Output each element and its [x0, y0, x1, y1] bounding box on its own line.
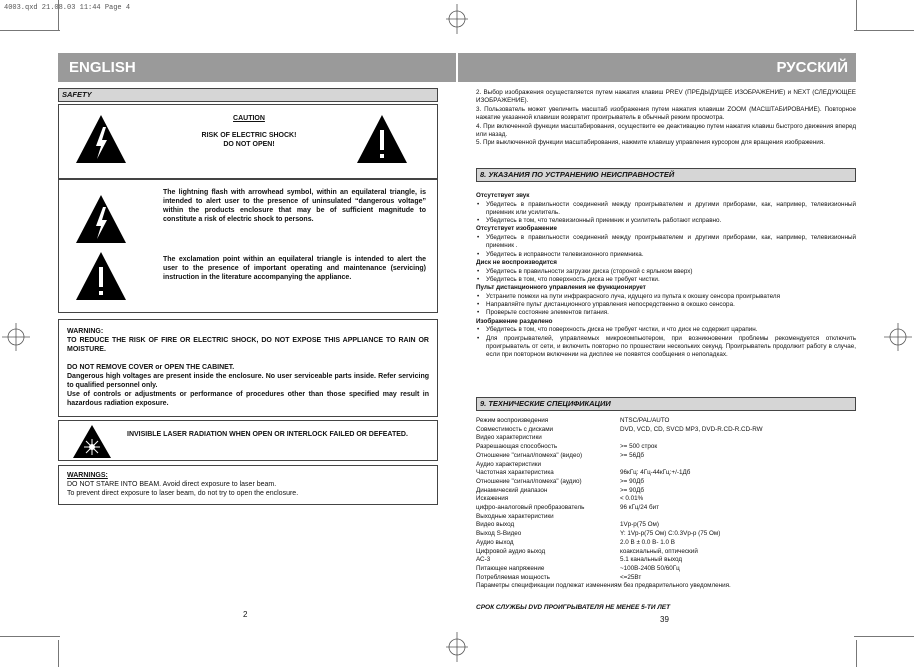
spec-row	[476, 434, 856, 443]
spec-value: 1Vp-p(75 Ом)	[620, 521, 659, 529]
spec-key: Потребляемая мощность	[476, 573, 550, 581]
spec-value: NTSC/PAL/AUTO	[620, 417, 670, 424]
registration-mark-top	[446, 4, 468, 34]
spec-key: Динамический диапазон	[476, 486, 548, 494]
spec-key: Аудио характеристики	[476, 460, 542, 468]
warning-title: WARNING:	[67, 328, 104, 335]
trouble-item: • Устраните помехи на пути инфракрасного луча, идущего из пульта к окошку сенсора проигрывателя	[486, 293, 856, 301]
exclamation-symbol-icon	[74, 250, 128, 302]
warning-line2: DO NOT REMOVE COVER or OPEN THE CABINET.	[67, 364, 235, 371]
registration-mark-right	[884, 323, 912, 351]
spec-value: 2.0 В ± 0.0 В- 1.0 В	[620, 538, 675, 546]
spec-key: цифро-аналоговый преобразователь	[476, 504, 585, 512]
specs-header: 9. ТЕХНИЧЕСКИЕ СПЕЦИФИКАЦИИ	[476, 397, 856, 411]
laser-radiation-icon	[72, 424, 112, 459]
warnings-line2: To prevent direct exposure to laser beam, do not try to open the enclosure.	[67, 490, 299, 497]
intro-paragraphs	[476, 89, 856, 148]
crop-line	[854, 30, 914, 31]
spec-row	[476, 426, 856, 435]
crop-line	[854, 636, 914, 637]
laser-box	[58, 420, 438, 461]
spec-key: Выход S-Видео	[476, 530, 522, 538]
spec-key: Видео выход	[476, 521, 515, 529]
exclamation-warning-icon	[355, 113, 409, 165]
spec-value: коаксиальный, оптический	[620, 547, 698, 555]
crop-line	[0, 30, 60, 31]
spec-value: 5.1 канальный выход	[620, 556, 683, 564]
print-header: 4003.qxd 21.08.03 11:44 Page 4	[4, 4, 131, 12]
trouble-item: • Убедитесь в исправности телевизионного приемника.	[486, 251, 856, 259]
trouble-item: • Убедитесь в правильности загрузки диска (стороной с ярлыком вверх)	[486, 268, 856, 276]
spec-key: Искажения	[476, 495, 509, 503]
spec-row	[476, 452, 856, 461]
caution-line2: DO NOT OPEN!	[223, 141, 275, 148]
spec-row	[476, 530, 856, 539]
spec-row	[476, 556, 856, 565]
warnings-line1: DO NOT STARE INTO BEAM. Avoid direct exposure to laser beam.	[67, 481, 277, 488]
spec-value: ~100В-240В 50/60Гц	[620, 564, 680, 572]
caution-box	[58, 104, 438, 179]
spec-key: Питающее напряжение	[476, 564, 545, 572]
spec-value: >= 90Дб	[620, 477, 644, 485]
spec-row	[476, 504, 856, 513]
crop-line	[856, 0, 857, 30]
trouble-group-title: Диск не воспроизводится	[476, 258, 557, 266]
safety-header: SAFETY	[58, 88, 438, 102]
trouble-item: • Проверьте состояние элементов питания.	[486, 309, 856, 317]
spec-key: Цифровой аудио выход	[476, 547, 546, 555]
trouble-item: • Убедитесь в правильности соединений между проигрывателем и другими приборами, как, например, телевизионный приемник или усилитель.	[486, 201, 856, 218]
warning-box	[58, 319, 438, 417]
lightning-symbol-icon	[74, 193, 128, 245]
spec-row	[476, 417, 856, 426]
trouble-group-title: Отсутствует изображение	[476, 225, 557, 233]
warning-line3: Dangerous high voltages are present inside the enclosure. No user serviceable parts inside. Refer servicing to qualified personnel only.	[67, 373, 429, 389]
registration-mark-left	[2, 323, 30, 351]
spec-value: 96 кГц/24 бит	[620, 504, 660, 512]
spec-key: АС-3	[476, 556, 491, 564]
trouble-item: • Для проигрывателей, управляемых микрокомпьютером, при возникновении проблемы рекомендуется отключить проигрыватель от сети, и включить повторно по прошествии нескольких секунд. Проигрыватель продолжит работу в случае, если при повторном включении на дисплее не появятся сообщения о неполадках.	[486, 335, 856, 360]
warning-line4: Use of controls or adjustments or performance of procedures other than those specified may result in hazardous radiation exposure.	[67, 391, 429, 407]
spec-value: >= 500 строк	[620, 443, 658, 451]
spec-value: >= 56Дб	[620, 451, 644, 459]
intro-item: 2. Выбор изображения осуществляется путем нажатия клавиш PREV (ПРЕДЫДУЩЕЕ ИЗОБРАЖЕНИЕ) и NEXT (СЛЕДУЮЩЕЕ ИЗОБРАЖЕНИЕ).	[476, 89, 856, 105]
crop-line	[58, 640, 59, 667]
troubleshooting-header: 8. УКАЗАНИЯ ПО УСТРАНЕНИЮ НЕИСПРАВНОСТЕЙ	[476, 168, 856, 182]
spec-value: <=25Вт	[620, 573, 642, 581]
page-number-right: 39	[660, 615, 669, 624]
intro-item: 4. При включенной функции масштабирования, осуществите ее деактивацию путем нажатия клавиш быстрого движения вперед или назад.	[476, 122, 856, 139]
intro-item: 5. При выключенной функции масштабирования, нажмите клавишу управления курсором для вращения изображения.	[476, 139, 825, 147]
spec-row	[476, 487, 856, 496]
spec-row	[476, 521, 856, 530]
spec-value: < 0.01%	[620, 495, 644, 503]
spec-key: Совместимость с дисками	[476, 425, 554, 433]
spec-row	[476, 469, 856, 478]
caution-line1: RISK OF ELECTRIC SHOCK!	[201, 132, 297, 139]
registration-mark-bottom	[446, 632, 468, 662]
crop-line	[58, 0, 59, 30]
service-life: СРОК СЛУЖБЫ DVD ПРОИГРЫВАТЕЛЯ НЕ МЕНЕЕ 5-ТИ ЛЕТ	[476, 604, 671, 611]
spec-value: Y: 1Vp-p(75 Ом) C:0.3Vp-p (75 Ом)	[620, 530, 721, 538]
trouble-group-title: Пульт дистанционного управления не функционирует	[476, 284, 646, 292]
spec-key: Отношение "сигнал/помеха" (аудио)	[476, 477, 582, 485]
spec-key: Разрешающая способность	[476, 443, 558, 451]
spec-key: Видео характеристики	[476, 434, 542, 442]
lang-bar-russian	[458, 53, 856, 82]
crop-line	[856, 640, 857, 667]
trouble-item: • Направляйте пульт дистанционного управления непосредственно в окошко сенсора.	[486, 301, 856, 309]
warnings-box	[58, 465, 438, 505]
symbols-box	[58, 179, 438, 313]
laser-warning-text: INVISIBLE LASER RADIATION WHEN OPEN OR INTERLOCK FAILED OR DEFEATED.	[127, 431, 408, 438]
spec-value: 96кГц: 4Гц-44кГц:+/-1Дб	[620, 469, 691, 477]
lang-bar-english	[58, 53, 456, 82]
spec-value: >= 90Дб	[620, 486, 644, 494]
caution-title: CAUTION	[233, 115, 265, 122]
lang-title-english: ENGLISH	[69, 59, 136, 76]
trouble-item: • Убедитесь в правильности соединений между проигрывателем и другими приборами, как, например, телевизионный приемник .	[486, 234, 856, 251]
spec-row	[476, 478, 856, 487]
spec-key: Частотная характеристика	[476, 469, 554, 477]
trouble-item: • Убедитесь в том, что поверхность диска не требует чистки.	[486, 276, 856, 284]
spec-key: Аудио выход	[476, 538, 514, 546]
page-number-left: 2	[243, 610, 248, 619]
spec-key: Режим воспроизведения	[476, 417, 549, 424]
spec-key: Отношение "сигнал/помеха" (видео)	[476, 451, 583, 459]
lightning-warning-icon	[74, 113, 128, 165]
trouble-group-title: Отсутствует звук	[476, 192, 530, 199]
spec-row	[476, 539, 856, 548]
exclamation-symbol-text: The exclamation point within an equilateral triangle is intended to alert the user to the presence of important operating and maintenance (servicing) instruction in the literature accompanying the appliance.	[163, 256, 426, 281]
crop-line	[0, 636, 60, 637]
spec-row	[476, 443, 856, 452]
warnings-title: WARNINGS:	[67, 472, 108, 479]
lang-title-russian: РУССКИЙ	[776, 59, 848, 76]
specs-note: Параметры спецификации подлежат изменениям без предварительного уведомления.	[476, 582, 731, 590]
trouble-group-title: Изображение разделено	[476, 317, 553, 325]
specs-table	[476, 417, 856, 591]
lightning-symbol-text: The lightning flash with arrowhead symbol, within an equilateral triangle, is intended to alert user to the presence of uninsulated “dangerous voltage” within the products enclosure that may be of sufficient magnitude to constitute a risk of electric shock to persons.	[163, 189, 426, 223]
warning-line1: TO REDUCE THE RISK OF FIRE OR ELECTRIC SHOCK, DO NOT EXPOSE THIS APPLIANCE TO RAIN OR MOISTURE.	[67, 337, 429, 353]
trouble-item: • Убедитесь в том, что телевизионный приемник и усилитель работают исправно.	[486, 217, 856, 225]
spec-row	[476, 548, 856, 557]
spec-row	[476, 461, 856, 470]
spec-value: DVD, VCD, CD, SVCD MP3, DVD-R.CD-R.CD-RW	[620, 425, 763, 433]
spec-row	[476, 513, 856, 522]
trouble-item: • Убедитесь в том, что поверхность диска не требует чистки, и что диск не содержит царапин.	[486, 326, 856, 334]
spec-row	[476, 495, 856, 504]
intro-item: 3. Пользователь может увеличить масштаб изображения путем нажатия клавиши ZOOM (МАСШТАБИРОВАНИЕ). Повторное нажатие указанной клавиши возвратит проигрыватель в обычный режим просмотра.	[476, 105, 856, 122]
spec-key: Выходные характеристики	[476, 512, 554, 520]
troubleshooting-list	[476, 192, 856, 359]
spec-row	[476, 565, 856, 574]
